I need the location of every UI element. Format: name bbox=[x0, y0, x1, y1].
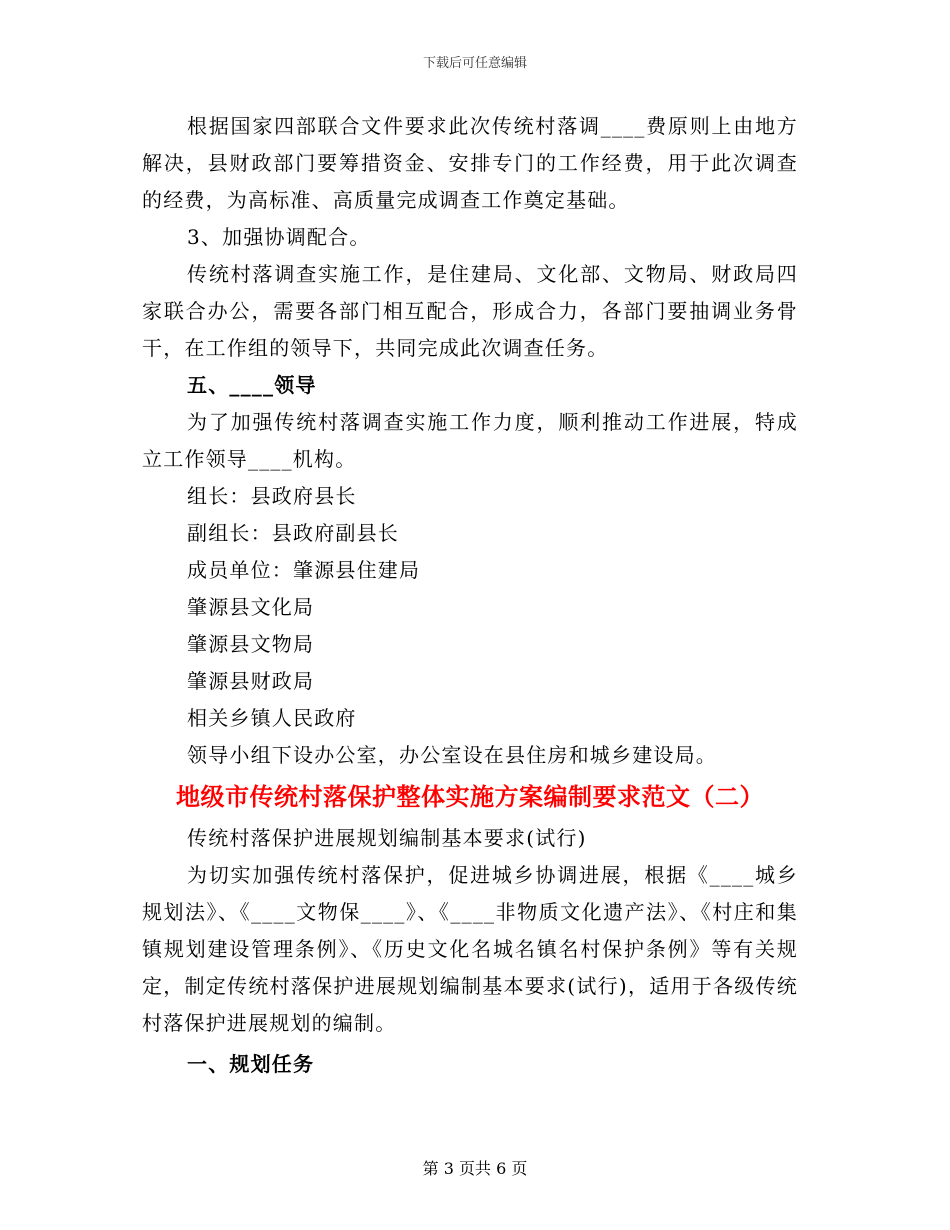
list-item-deputy: 副组长：县政府副县长 bbox=[187, 521, 399, 545]
list-item-office: 领导小组下设办公室，办公室设在县住房和城乡建设局。 bbox=[187, 743, 717, 767]
subtitle-requirements: 传统村落保护进展规划编制基本要求(试行) bbox=[187, 826, 587, 850]
page-footer: 第 3 页共 6 页 bbox=[422, 1159, 528, 1178]
section-1-title: 一、规划任务 bbox=[187, 1052, 315, 1076]
list-item-relics-bureau: 肇源县文物局 bbox=[187, 632, 315, 656]
list-item-culture-bureau: 肇源县文化局 bbox=[187, 595, 315, 619]
paragraph-funding: 根据国家四部联合文件要求此次传统村落调____费原则上由地方解决，县财政部门要筹措资金、安排专门的工作经费，用于此次调查的经费，为高标准、高质量完成调查工作奠定基础。 bbox=[142, 114, 798, 212]
list-item-finance-bureau: 肇源县财政局 bbox=[187, 669, 315, 693]
list-item-member-units: 成员单位：肇源县住建局 bbox=[187, 558, 421, 582]
list-item-townships: 相关乡镇人民政府 bbox=[187, 706, 357, 730]
document-title-2: 地级市传统村落保护整体实施方案编制要求范文（二） bbox=[176, 782, 764, 811]
document-body bbox=[142, 108, 798, 1083]
paragraph-coordination: 传统村落调查实施工作，是住建局、文化部、文物局、财政局四家联合办公，需要各部门相互配合，形成合力，各部门要抽调业务骨干，在工作组的领导下，共同完成此次调查任务。 bbox=[142, 262, 798, 360]
section-5-title: 五、____领导 bbox=[187, 373, 317, 397]
paragraph-basis: 为切实加强传统村落保护，促进城乡协调进展，根据《____城乡规划法》、《____文物保____》、《____非物质文化遗产法》、《村庄和集镇规划建设管理条例》、《历史文化名城名镇名村保护条例》等有关规定，制定传统村落保护进展规划编制基本要求(试行)，适用于各级传统村落保护进展规划的编制。 bbox=[142, 863, 798, 1035]
paragraph-leadership: 为了加强传统村落调查实施工作力度，顺利推动工作进展，特成立工作领导____机构。 bbox=[142, 410, 798, 471]
item-3-title: 3、加强协调配合。 bbox=[187, 225, 371, 249]
page-header: 下载后可任意编辑 bbox=[422, 56, 527, 71]
list-item-leader: 组长：县政府县长 bbox=[187, 484, 357, 508]
